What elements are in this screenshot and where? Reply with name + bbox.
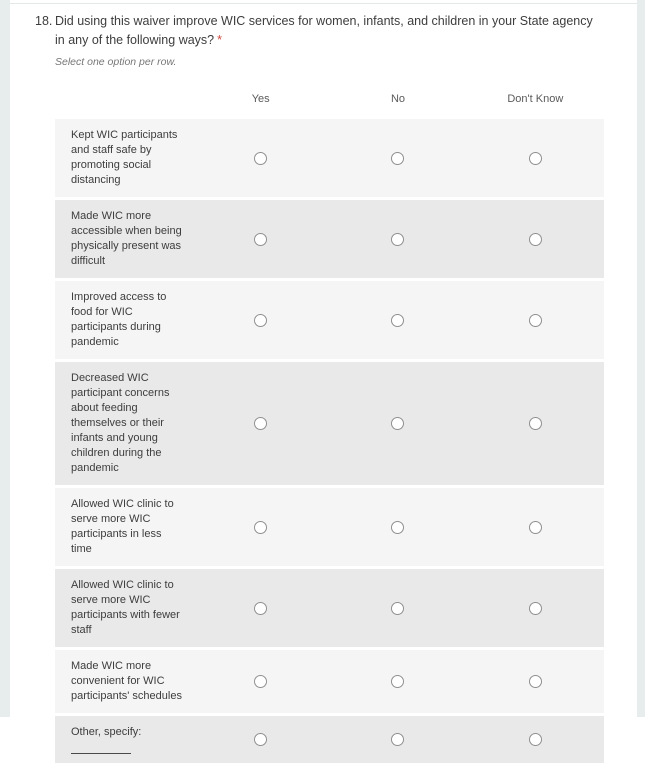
radio-yes[interactable]	[254, 521, 267, 534]
survey-question-block	[10, 4, 637, 766]
row-label-text: Made WIC more accessible when being physically present was difficult	[71, 210, 182, 267]
table-row	[55, 119, 604, 197]
radio-dont-know[interactable]	[529, 152, 542, 165]
required-asterisk: *	[217, 33, 222, 47]
row-label-text: Allowed WIC clinic to serve more WIC participants with fewer staff	[71, 579, 180, 636]
option-cell-no[interactable]	[329, 716, 466, 763]
option-cell-yes[interactable]	[192, 281, 329, 359]
radio-no[interactable]	[391, 417, 404, 430]
row-label-text: Made WIC more convenient for WIC participants' schedules	[71, 660, 182, 702]
matrix-table	[55, 88, 604, 763]
option-cell-dont-know[interactable]	[467, 281, 604, 359]
row-label	[55, 362, 192, 485]
table-row	[55, 716, 604, 763]
radio-no[interactable]	[391, 602, 404, 615]
question-text	[55, 12, 603, 50]
column-header-yes: Yes	[251, 93, 270, 105]
option-cell-yes[interactable]	[192, 488, 329, 566]
radio-no[interactable]	[391, 152, 404, 165]
radio-dont-know[interactable]	[529, 675, 542, 688]
row-label-text: Kept WIC participants and staff safe by promoting social distancing	[71, 129, 178, 186]
option-cell-dont-know[interactable]	[467, 200, 604, 278]
option-cell-no[interactable]	[329, 200, 466, 278]
radio-yes[interactable]	[254, 675, 267, 688]
option-cell-dont-know[interactable]	[467, 488, 604, 566]
question	[35, 12, 637, 50]
radio-yes[interactable]	[254, 233, 267, 246]
radio-dont-know[interactable]	[529, 733, 542, 746]
row-label-text: Decreased WIC participant concerns about feeding themselves or their infants and young children during the pandemic	[71, 372, 170, 474]
radio-no[interactable]	[391, 733, 404, 746]
page-margin-strip-left	[0, 0, 10, 717]
table-row	[55, 281, 604, 359]
row-label	[55, 281, 192, 359]
row-label	[55, 488, 192, 566]
radio-no[interactable]	[391, 233, 404, 246]
option-cell-yes[interactable]	[192, 569, 329, 647]
option-cell-yes[interactable]	[192, 362, 329, 485]
radio-dont-know[interactable]	[529, 417, 542, 430]
radio-no[interactable]	[391, 314, 404, 327]
radio-yes[interactable]	[254, 733, 267, 746]
option-cell-yes[interactable]	[192, 200, 329, 278]
question-text-body: Did using this waiver improve WIC services for women, infants, and children in your State agency in any of the following ways?	[55, 14, 593, 47]
row-label	[55, 119, 192, 197]
other-specify-input[interactable]	[71, 752, 131, 754]
radio-dont-know[interactable]	[529, 602, 542, 615]
option-cell-no[interactable]	[329, 119, 466, 197]
question-number: 18.	[35, 14, 53, 28]
radio-dont-know[interactable]	[529, 233, 542, 246]
option-cell-yes[interactable]	[192, 716, 329, 763]
row-label	[55, 716, 192, 763]
row-label	[55, 569, 192, 647]
radio-yes[interactable]	[254, 602, 267, 615]
option-cell-dont-know[interactable]	[467, 650, 604, 713]
option-cell-dont-know[interactable]	[467, 569, 604, 647]
radio-no[interactable]	[391, 675, 404, 688]
option-cell-yes[interactable]	[192, 650, 329, 713]
option-cell-dont-know[interactable]	[467, 716, 604, 763]
option-cell-yes[interactable]	[192, 119, 329, 197]
table-row	[55, 200, 604, 278]
row-label-text: Allowed WIC clinic to serve more WIC participants in less time	[71, 498, 174, 555]
table-row	[55, 650, 604, 713]
option-cell-dont-know[interactable]	[467, 362, 604, 485]
option-cell-no[interactable]	[329, 650, 466, 713]
radio-yes[interactable]	[254, 417, 267, 430]
option-cell-no[interactable]	[329, 362, 466, 485]
option-cell-no[interactable]	[329, 281, 466, 359]
radio-no[interactable]	[391, 521, 404, 534]
option-cell-no[interactable]	[329, 569, 466, 647]
row-label	[55, 200, 192, 278]
option-cell-dont-know[interactable]	[467, 119, 604, 197]
row-label-text: Improved access to food for WIC participants during pandemic	[71, 291, 167, 348]
radio-yes[interactable]	[254, 314, 267, 327]
radio-dont-know[interactable]	[529, 521, 542, 534]
column-header-dont-know: Don't Know	[507, 93, 564, 105]
page-margin-strip-right	[637, 0, 645, 717]
row-label-text: Other, specify:	[71, 726, 142, 738]
column-header-no: No	[390, 93, 406, 105]
table-row	[55, 569, 604, 647]
option-cell-no[interactable]	[329, 488, 466, 566]
matrix-header	[55, 88, 604, 110]
table-row	[55, 488, 604, 566]
table-row	[55, 362, 604, 485]
question-instruction: Select one option per row.	[55, 56, 177, 68]
row-label	[55, 650, 192, 713]
radio-dont-know[interactable]	[529, 314, 542, 327]
radio-yes[interactable]	[254, 152, 267, 165]
